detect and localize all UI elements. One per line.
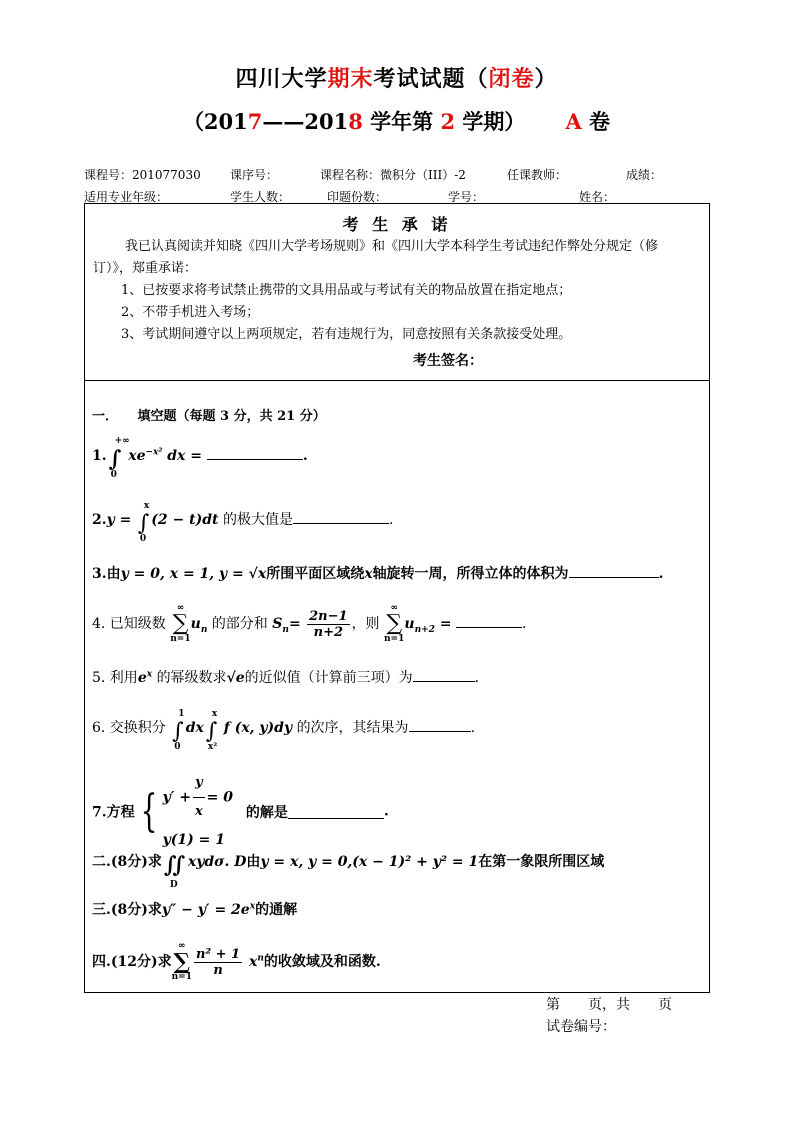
question-6: 6. 交换积分 ∫ 1 0 dx∫ x x² f (x, y)dy 的次序，其结果为 .	[92, 709, 476, 752]
exam-title	[0, 62, 793, 93]
exam-term	[0, 106, 793, 136]
title-final: 期末	[327, 66, 374, 92]
question-3: 3.由y = 0, x = 1, y = √x所围平面区域绕x轴旋转一周，所得立体的体积为 .	[92, 563, 663, 583]
major-grade: 适用专业年级：	[84, 190, 169, 204]
course-sequence: 课序号：	[230, 168, 279, 182]
student-name: 姓名：	[579, 190, 616, 204]
title-closed-book: 闭卷	[488, 66, 535, 92]
answer-blank[interactable]	[207, 445, 303, 460]
paper-label: A	[565, 109, 582, 134]
question-1: 1.∫ +∞ 0 $xe^{-x^2}$ dx = .	[92, 436, 308, 480]
course-name: 课程名称：微积分（III）-2	[320, 168, 466, 182]
pledge-intro-2: 订）》，郑重承诺：	[93, 261, 198, 276]
year-digit-2: 8	[348, 109, 363, 134]
course-number: 课程号：201077030	[84, 168, 201, 182]
fraction: $\frac{2n-1}{n+2}$	[309, 608, 348, 640]
question-2: 2.y = ∫ x 0 (2 − t)dt 的极大值是 .	[92, 501, 394, 544]
copies: 印题份数：	[327, 190, 388, 204]
year-prefix: （201	[182, 109, 248, 134]
question-4: 4. 已知级数 ∞ ∑ n=1 $u_n$ 的部分和 $S_n=$ $\frac{2n-1}{n+2}$ ，则 ∞ ∑ n=1 $u_{n+2}$ = .	[92, 603, 527, 644]
integral-icon: ∫ x 0	[137, 501, 150, 544]
signature-label: 考生签名：	[413, 353, 483, 369]
fraction: $\frac{y}{x}$	[193, 769, 205, 826]
score: 成绩：	[626, 168, 663, 182]
questions-box	[84, 380, 710, 993]
student-id: 学号：	[448, 190, 485, 204]
title-university: 四川大学	[235, 66, 328, 92]
pledge-box	[84, 203, 710, 381]
pledge-item-3: 3、考试期间遵守以上两项规定，若有违规行为，同意按照有关条款接受处理。	[121, 327, 572, 342]
answer-blank[interactable]	[569, 563, 659, 578]
year-digit-1: 7	[247, 109, 263, 134]
section-fill-blank: 一． 填空题（每题 3 分，共 21 分）	[92, 409, 326, 424]
answer-blank[interactable]	[288, 804, 384, 819]
double-integral-icon: ∬ D	[163, 852, 186, 890]
brace-icon: {	[140, 786, 158, 837]
sum-icon: ∞ ∑ n=1	[384, 603, 405, 644]
sum-icon: ∞ ∑ n=1	[170, 603, 191, 644]
pledge-title: 考 生 承 诺	[342, 215, 452, 234]
question-7: 7.方程 { y′ + $\frac{y}{x}$ = 0 y(1) = 1 的解是 .	[92, 769, 389, 854]
pledge-item-1: 1、已按要求将考试禁止携带的文具用品或与考试有关的物品放置在指定地点；	[121, 283, 572, 298]
pledge-item-2: 2、不带手机进入考场；	[121, 305, 260, 320]
question-9: 三.(8分)求$y'' - y' = 2e^x$的通解	[92, 901, 298, 918]
teacher: 任课教师：	[507, 168, 568, 182]
year-suffix: 学年第	[362, 109, 441, 134]
question-5: 5. 利用$e^x$ 的幂级数求√e的近似值（计算前三项）为 .	[92, 667, 479, 687]
answer-blank[interactable]	[456, 613, 522, 628]
answer-blank[interactable]	[293, 509, 389, 524]
integral-icon: ∫ +∞ 0	[108, 436, 130, 480]
integral-icon: ∫ x x²	[205, 709, 218, 752]
year-mid: ——201	[262, 109, 349, 134]
title-exam: 考试试题（	[373, 66, 489, 92]
student-count: 学生人数：	[230, 190, 291, 204]
question-10: 四.(12分)求 ∞ ∑ n=1 $\frac{\text{n² + 1}}{n}$ $x^n$的收敛域及和函数.	[92, 941, 381, 982]
answer-blank[interactable]	[409, 717, 471, 732]
title-close-paren: ）	[534, 66, 558, 92]
pledge-intro: 我已认真阅读并知晓《四川大学考场规则》和《四川大学本科学生考试违纪作弊处分规定（修	[125, 239, 659, 254]
answer-blank[interactable]	[413, 667, 475, 682]
sum-icon: ∞ ∑ n=1	[171, 941, 192, 982]
page-number: 第 页，共 页	[546, 997, 672, 1013]
term-suffix: 学期）	[455, 109, 526, 134]
question-8: 二.(8分)求∬ D xydσ. D由y = x, y = 0,(x − 1)² + y² = 1在第一象限所围区域	[92, 852, 605, 890]
integral-icon: ∫ 1 0	[172, 709, 185, 752]
term-number: 2	[440, 109, 456, 134]
paper-number: 试卷编号：	[546, 1019, 616, 1035]
paper-suffix: 卷	[581, 109, 611, 134]
fraction: $\frac{\text{n² + 1}}{n}$	[195, 946, 241, 978]
